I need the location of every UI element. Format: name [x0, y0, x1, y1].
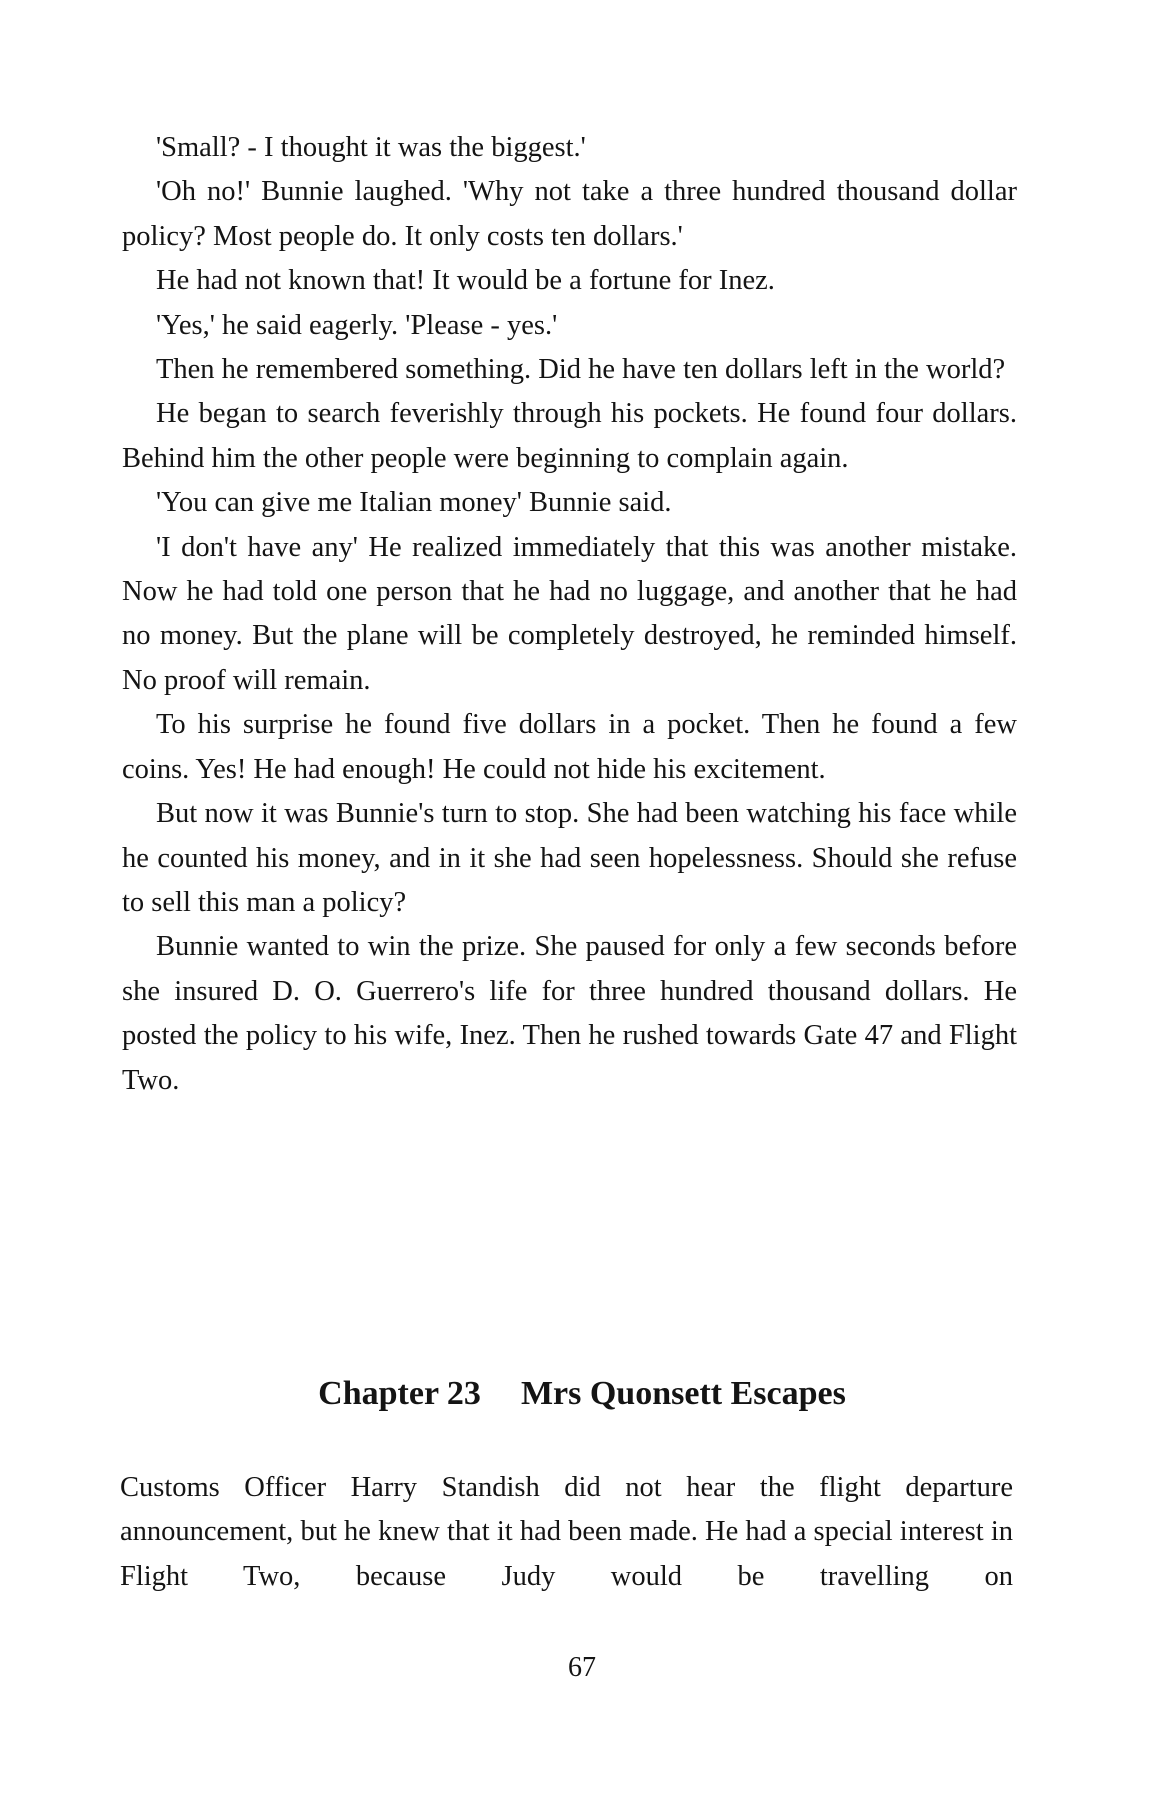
chapter-number: Chapter 23: [318, 1375, 481, 1412]
paragraph: Bunnie wanted to win the prize. She paused for only a few seconds before she insured D. O. Guerrero's life for three hundred thousand dollars. He posted the policy to his wife, Inez. Then he rushed towards Gate 47 and Flight Two.: [122, 931, 1017, 1096]
paragraph: 'You can give me Italian money' Bunnie said.: [156, 487, 672, 519]
paragraph: To his surprise he found five dollars in a pocket. Then he found a few coins. Yes! He had enough! He could not hide his excitement.: [122, 709, 1017, 785]
paragraph: 'Yes,' he said eagerly. 'Please - yes.': [156, 309, 558, 341]
page-number: 67: [568, 1652, 596, 1683]
chapter-title: Mrs Quonsett Escapes: [520, 1375, 846, 1412]
chapter-heading: [0, 1372, 1164, 1416]
paragraph: Then he remembered something. Did he have ten dollars left in the world?: [156, 354, 1006, 386]
paragraph: But now it was Bunnie's turn to stop. She had been watching his face while he counted his money, and in it she had seen hopelessness. Should she refuse to sell this man a policy?: [122, 798, 1017, 918]
chapter-body-text: [120, 1466, 1013, 1599]
paragraph: 'Small? - I thought it was the biggest.': [156, 132, 586, 163]
paragraph: He had not known that! It would be a fortune for Inez.: [156, 265, 775, 297]
paragraph: 'Oh no!' Bunnie laughed. 'Why not take a three hundred thousand dollar policy? Most people do. It only costs ten dollars.': [122, 176, 1017, 252]
paragraph: He began to search feverishly through his pockets. He found four dollars. Behind him the other people were beginning to complain again.: [122, 398, 1017, 474]
chapter-paragraph: Customs Officer Harry Standish did not hear the flight departure announcement, but he knew that it had been made. He had a special interest in Flight Two, because Judy would be travelling on: [120, 1472, 1013, 1592]
body-text: [122, 126, 1017, 1103]
paragraph: 'I don't have any' He realized immediately that this was another mistake. Now he had told one person that he had no luggage, and another that he had no money. But the plane will be completely destroyed, he reminded himself. No proof will remain.: [122, 531, 1017, 696]
